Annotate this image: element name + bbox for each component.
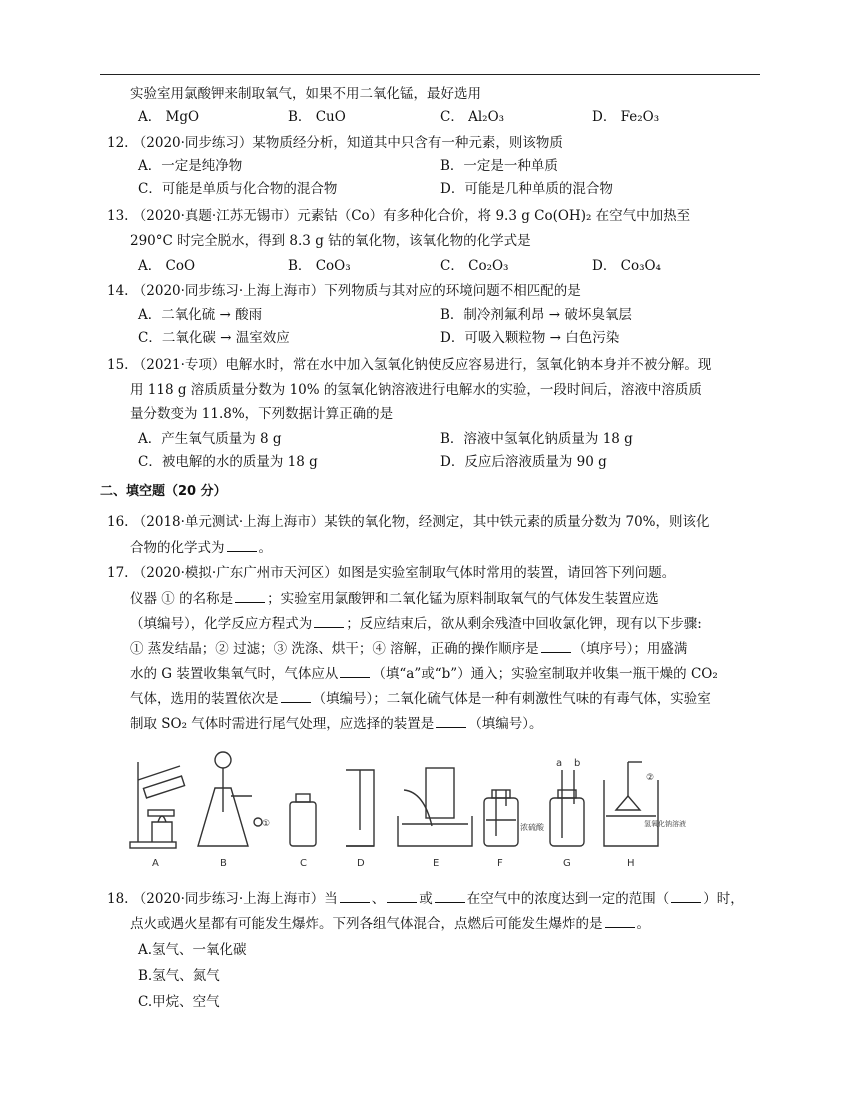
apparatus-a <box>130 762 185 848</box>
q14-stem: 14. （2020·同步练习·上海上海市）下列物质与其对应的环境问题不相匹配的是 <box>107 283 581 299</box>
q15-stem-line3: 量分数变为 11.8%，下列数据计算正确的是 <box>130 406 394 422</box>
q18-blank-3[interactable] <box>435 888 465 903</box>
q17-blank-6[interactable] <box>436 713 466 728</box>
q13-option-a: A． CoO <box>138 258 196 274</box>
q13-stem-line2: 290°C 时完全脱水，得到 8.3 g 钴的氧化物，该氧化物的化学式是 <box>130 233 531 249</box>
figure-label-g: G <box>563 858 571 869</box>
q17-blank-4[interactable] <box>340 663 370 678</box>
q18-line1: 18. （2020·同步练习·上海上海市）当 、 或 在空气中的浓度达到一定的范围（ ）时， <box>107 888 744 909</box>
q17-line3: （填编号），化学反应方程式为 ；反应结束后，欲从剩余残渣中回收氯化钾，现有以下步骤: <box>130 613 702 634</box>
figure-label-f: F <box>497 858 503 869</box>
figure-label-a: A <box>152 858 159 869</box>
q14-option-c: C．二氧化碳 → 温室效应 <box>138 330 290 346</box>
q14-option-a: A．二氧化硫 → 酸雨 <box>138 307 263 323</box>
q17-line4: ① 蒸发结晶；② 过滤；③ 洗涤、烘干；④ 溶解，正确的操作顺序是 （填序号）；用盛满 <box>130 638 687 659</box>
q11-option-a: A． MgO <box>138 109 200 125</box>
figure-label-b: B <box>220 858 227 869</box>
figure-label-h: H <box>627 858 635 869</box>
q16-line1: 16. （2018·单元测试·上海上海市）某铁的氧化物，经测定，其中铁元素的质量分数为 70%，则该化 <box>107 514 710 530</box>
q11-option-b: B． CuO <box>288 109 346 125</box>
q13-option-c: C． Co₂O₃ <box>440 258 509 274</box>
q15-stem-line1: 15. （2021·专项）电解水时，常在水中加入氢氧化钠使反应容易进行，氢氧化钠本身并不被分解。现 <box>107 357 712 373</box>
q14-option-d: D．可吸入颗粒物 → 白色污染 <box>440 330 620 346</box>
q12-option-d: D．可能是几种单质的混合物 <box>440 181 613 197</box>
figure-label-c: C <box>300 858 307 869</box>
q13-option-d: D． Co₃O₄ <box>592 258 661 274</box>
q15-option-b: B．溶液中氢氧化钠质量为 18 g <box>440 431 633 447</box>
q17-blank-5[interactable] <box>281 688 311 703</box>
g-port-b: b <box>574 758 581 769</box>
g-port-a: a <box>556 758 563 769</box>
q11-option-c: C． Al₂O₃ <box>440 109 505 125</box>
q11-option-d: D． Fe₂O₃ <box>592 109 660 125</box>
q18-blank-2[interactable] <box>387 888 417 903</box>
header-rule <box>100 74 760 75</box>
q14-option-b: B．制冷剂氟利昂 → 破坏臭氧层 <box>440 307 632 323</box>
apparatus-e <box>398 768 472 846</box>
q12-stem: 12. （2020·同步练习）某物质经分析，知道其中只含有一种元素，则该物质 <box>107 135 563 151</box>
q18-blank-1[interactable] <box>340 888 370 903</box>
q13-option-b: B． CoO₃ <box>288 258 351 274</box>
q12-option-c: C．可能是单质与化合物的混合物 <box>138 181 338 197</box>
q17-line7: 制取 SO₂ 气体时需进行尾气处理，应选择的装置是 （填编号）。 <box>130 713 543 734</box>
apparatus-figure <box>128 750 688 874</box>
section-title-fill-in: 二、填空题（20 分） <box>100 484 227 499</box>
q12-option-a: A．一定是纯净物 <box>138 158 243 174</box>
q12-option-b: B．一定是一种单质 <box>440 158 558 174</box>
apparatus-g <box>550 770 584 846</box>
apparatus-d <box>346 770 374 846</box>
apparatus-b <box>198 752 262 846</box>
q15-stem-line2: 用 118 g 溶质质量分数为 10% 的氢氧化钠溶液进行电解水的实验，一段时间后，溶液中溶质质 <box>130 382 702 398</box>
q15-option-d: D．反应后溶液质量为 90 g <box>440 454 607 470</box>
q17-line6: 气体，选用的装置依次是 （填编号）；二氧化硫气体是一种有刺激性气味的有毒气体，实验室 <box>130 688 711 709</box>
q17-blank-1[interactable] <box>235 588 265 603</box>
apparatus-f <box>484 790 518 846</box>
h-reagent-label: 氢氧化钠溶液 <box>644 820 686 828</box>
q18-blank-4[interactable] <box>671 888 701 903</box>
apparatus-c <box>290 794 316 846</box>
q16-blank[interactable] <box>227 537 257 552</box>
q13-stem-line1: 13. （2020·真题·江苏无锡市）元素钴（Co）有多种化合价，将 9.3 g Co(OH)₂ 在空气中加热至 <box>107 208 691 224</box>
q15-option-a: A．产生氧气质量为 8 g <box>138 431 282 447</box>
q18-line2: 点火或遇火星都有可能发生爆炸。下列各组气体混合，点燃后可能发生爆炸的是 。 <box>130 913 650 934</box>
q17-line1: 17. （2020·模拟·广东广州市天河区）如图是实验室制取气体时常用的装置，请回答下列问题。 <box>107 565 676 581</box>
q18-choice-a: A.氢气、一氧化碳 <box>138 942 247 958</box>
f-reagent-label: 浓硫酸 <box>520 823 544 832</box>
q17-line5: 水的 G 装置收集氧气时，气体应从 （填“a”或“b”）通入；实验室制取并收集一瓶干燥的 CO₂ <box>130 663 718 684</box>
h-circle-label: ② <box>646 773 655 783</box>
q18-choice-b: B.氢气、氮气 <box>138 968 220 984</box>
q17-blank-2[interactable] <box>314 613 344 628</box>
q17-line2: 仪器 ① 的名称是 ；实验室用氯酸钾和二氧化锰为原料制取氧气的气体发生装置应选 <box>130 588 659 609</box>
q18-choice-c: C.甲烷、空气 <box>138 994 220 1010</box>
q16-line2: 合物的化学式为 。 <box>130 537 272 558</box>
q15-option-c: C．被电解的水的质量为 18 g <box>138 454 318 470</box>
figure-label-d: D <box>357 858 365 869</box>
b-circle-label: ① <box>262 819 271 829</box>
q18-blank-5[interactable] <box>605 913 635 928</box>
figure-label-e: E <box>433 858 440 869</box>
q17-blank-3[interactable] <box>541 638 571 653</box>
q11-stem: 实验室用氯酸钾来制取氧气，如果不用二氧化锰，最好选用 <box>130 86 481 102</box>
